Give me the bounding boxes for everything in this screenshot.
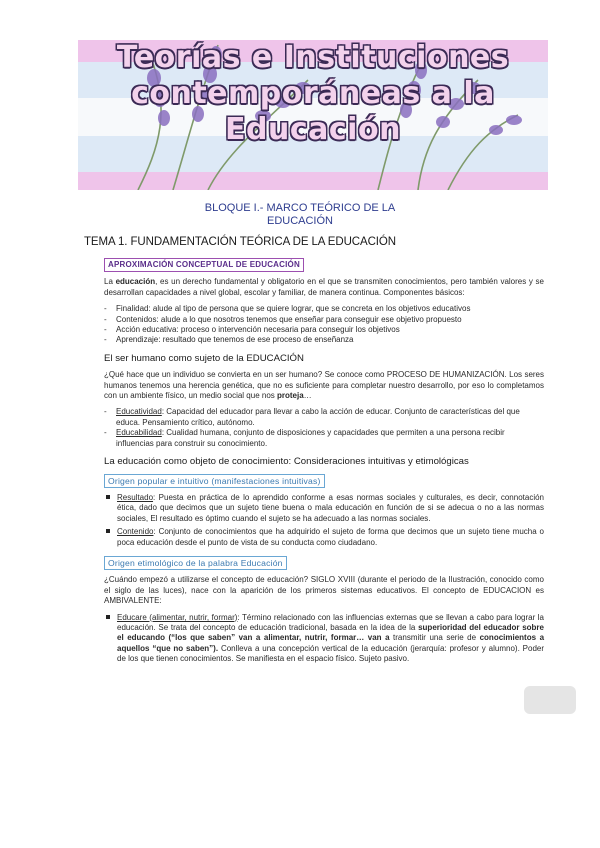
list-item: - Contenidos: alude a lo que nosotros tenemos que enseñar para conseguir ese objetivo propuesto — [104, 315, 544, 325]
text-run: : Puesta en práctica de lo aprendido conforme a esas normas sociales y culturales, es decir, connotación ética, dado que decimos que un sujeto tiene buena o mala educación en función de si se adecua o no a las normas sociales, El resultado es óptimo cuando el sujeto se ha adecuado a las normas sociales. — [117, 492, 544, 523]
text-run: : Conjunto de conocimientos que ha adquirido el sujeto de forma que decimos que un sujeto tiene mucha o poca educación desde el punto de vista de su conducta como ciudadano. — [117, 527, 544, 547]
underlined-term: Educatividad — [116, 407, 162, 417]
block-title — [0, 202, 600, 228]
square-bullet-icon — [106, 615, 110, 619]
underlined-term: Contenido — [117, 527, 154, 537]
underlined-term: Educabilidad — [116, 428, 162, 438]
text-run: … — [303, 391, 312, 401]
list-item: - Finalidad: alude al tipo de persona que se quiere lograr, que se concreta en los objetivos educativos — [104, 304, 544, 314]
underlined-term: Resultado — [117, 492, 154, 502]
section-heading-concept: APROXIMACIÓN CONCEPTUAL DE EDUCACIÓN — [104, 258, 304, 272]
list-item — [104, 527, 544, 548]
education-definition — [104, 277, 544, 298]
educability-list — [104, 407, 544, 449]
underlined-term: Educare (alimentar, nutrir, formar) — [117, 612, 238, 622]
text-run: : Capacidad del educador para llevar a cabo la acción de educar. Conjunto de características del que educa. Pensamiento crítico, autónomo. — [116, 407, 520, 427]
text-run: , es un derecho fundamental y obligatorio en el que se transmiten conocimientos, pero también valores y se desarrollan capacidades a nivel global, escolar y familiar, de manera continua. Componentes básicos: — [104, 277, 544, 297]
list-item — [104, 613, 544, 665]
etymology-paragraph: ¿Cuándo empezó a utilizarse el concepto de educación? SIGLO XVIII (durante el periodo de la Ilustración, conocido como el siglo de las luces), nace con la aparición de los primeros sistemas educativos. El concepto de EDUCACION es AMBIVALENTE: — [104, 575, 544, 606]
bold-run: superioridad del educador sobre el educando (“los que saben” van a alimentar, nutrir, formar… van a — [117, 622, 544, 643]
header-banner — [78, 40, 548, 190]
list-item — [104, 407, 544, 428]
list-item — [104, 428, 544, 449]
section-heading-etymology: Origen etimológico de la palabra Educación — [104, 556, 287, 570]
section-heading-human: El ser humano como sujeto de la EDUCACIÓN — [104, 352, 304, 364]
humanization-paragraph — [104, 370, 544, 401]
text-run: transmitir una serie de — [389, 633, 480, 643]
banner-title-line-1: Teorías e Instituciones — [116, 40, 510, 75]
block-title-line-1: BLOQUE I.- MARCO TEÓRICO DE LA — [204, 202, 396, 214]
bold-term: educación — [115, 277, 156, 287]
banner-title — [78, 40, 548, 148]
list-item: - Acción educativa: proceso o intervención necesaria para conseguir los objetivos — [104, 325, 544, 335]
components-list — [104, 304, 544, 346]
watermark-logo-icon — [520, 680, 580, 720]
topic-title: TEMA 1. FUNDAMENTACIÓN TEÓRICA DE LA EDUCACIÓN — [84, 236, 396, 248]
banner-title-line-2: contemporáneas a la — [131, 76, 495, 111]
list-item — [104, 493, 544, 524]
text-run: ¿Qué hace que un individuo se convierta en un ser humano? Se conoce como PROCESO DE HUMANIZACIÓN. Los seres humanos tenemos una herencia genética, que no es suficiente para completar nuestro desarrollo, por eso lo completamos con un ambiente físico, un medio social que nos — [104, 370, 544, 401]
bold-run: conocimientos a aquellos “que no saben”). — [117, 633, 545, 653]
text-run: : Cualidad humana, conjunto de disposiciones y capacidades que permiten a una persona recibir influencias para construir su conocimiento. — [116, 428, 505, 448]
section-heading-knowledge: La educación como objeto de conocimiento: Consideraciones intuitivas y etimológicas — [104, 456, 469, 468]
square-bullet-icon — [106, 495, 110, 499]
etymology-list — [104, 613, 544, 665]
section-heading-popular-origin: Origen popular e intuitivo (manifestaciones intuitivas) — [104, 474, 325, 488]
text-run: Conlleva a una concepción vertical de la educación (jerarquía: profesor y alumno). Poder de los que tienen conocimientos. Se manifiesta en el espacio físico. Sujeto pasivo. — [117, 643, 545, 664]
square-bullet-icon — [106, 529, 110, 533]
banner-title-line-3: Educación — [225, 112, 401, 147]
bold-term: proteja — [277, 391, 304, 401]
block-title-line-2: EDUCACIÓN — [266, 215, 333, 227]
document-body — [104, 258, 544, 673]
list-item: - Aprendizaje: resultado que tenemos de ese proceso de enseñanza — [104, 335, 544, 345]
popular-origin-list — [104, 493, 544, 548]
text-run: La — [104, 277, 116, 287]
text-run: : Término relacionado con las influencias externas que se llevan a cabo para lograr la educación. Se trata del concepto de educación tradicional, basada en la idea de la — [117, 612, 544, 632]
